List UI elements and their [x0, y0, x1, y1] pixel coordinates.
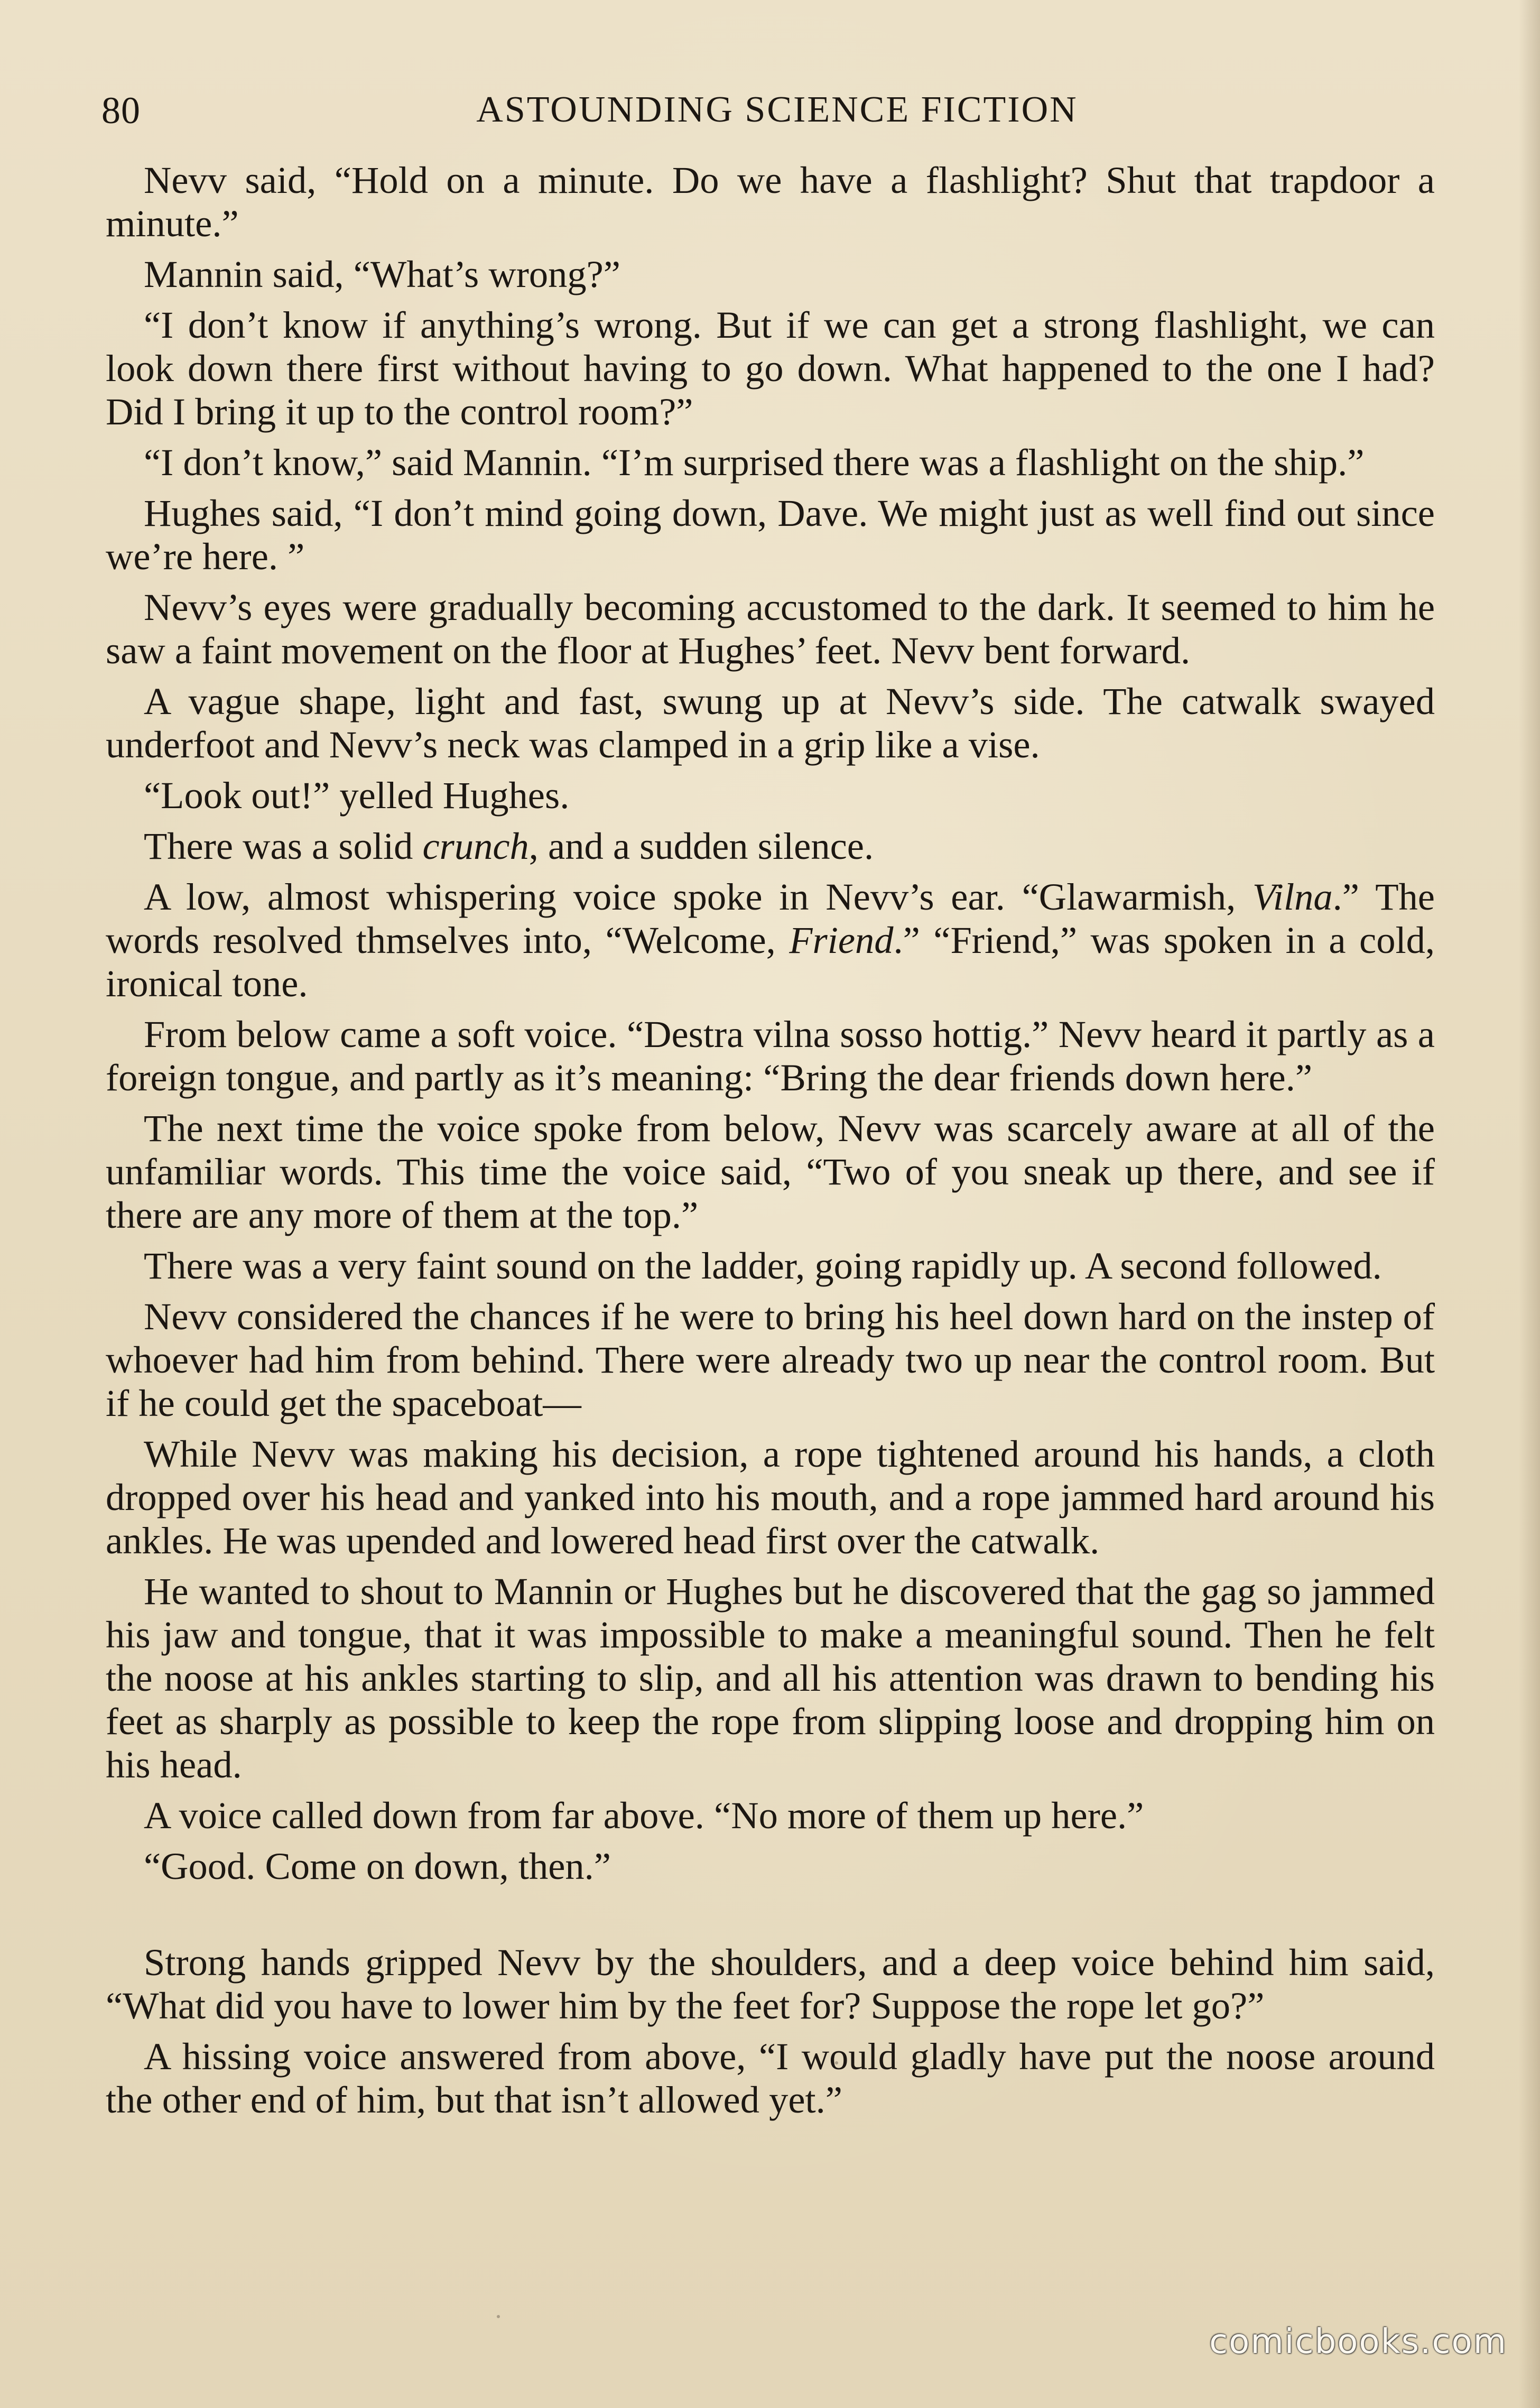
- paragraph: Hughes said, “I don’t mind going down, Dave. We might just as well find out since we’re here. ”: [106, 492, 1435, 578]
- italic-word: Vilna: [1252, 875, 1333, 918]
- paragraph: While Nevv was making his decision, a rope tightened around his hands, a cloth dropped over his head and yanked into his mouth, and a rope jammed hard around his ankles. He was upended and lowered head first over the catwalk.: [106, 1432, 1435, 1562]
- paragraph-text: There was a solid: [144, 825, 423, 867]
- paragraph: A vague shape, light and fast, swung up at Nevv’s side. The catwalk swayed underfoot and Nevv’s neck was clamped in a grip like a vise.: [106, 680, 1435, 766]
- paragraph: The next time the voice spoke from below, Nevv was scarcely aware at all of the unfamiliar words. This time the voice said, “Two of you sneak up there, and see if there are any more of them at the top.”: [106, 1107, 1435, 1236]
- page-header: [101, 89, 1432, 136]
- paragraph: Strong hands gripped Nevv by the shoulders, and a deep voice behind him said, “What did you have to lower him by the feet for? Suppose the rope let go?”: [106, 1941, 1435, 2027]
- running-head: ASTOUNDING SCIENCE FICTION: [476, 89, 1078, 130]
- paragraph: Nevv considered the chances if he were to bring his heel down hard on the instep of whoever had him from behind. There were already two up near the control room. But if he could get the spaceboat—: [106, 1295, 1435, 1424]
- paragraph: [106, 825, 1435, 868]
- story-text: [106, 159, 1435, 2129]
- paragraph: Nevv said, “Hold on a minute. Do we have a flashlight? Shut that trapdoor a minute.”: [106, 159, 1435, 245]
- paragraph: A hissing voice answered from above, “I would gladly have put the noose around the other end of him, but that isn’t allowed yet.”: [106, 2035, 1435, 2121]
- paper-speck: [835, 2061, 838, 2064]
- paragraph: Mannin said, “What’s wrong?”: [144, 253, 620, 295]
- paragraph: “Good. Come on down, then.”: [144, 1845, 611, 1887]
- watermark: comicbooks.com: [1209, 2322, 1507, 2361]
- page-number: 80: [101, 89, 141, 132]
- paragraph: [106, 875, 1435, 1005]
- paper-speck: [497, 2315, 500, 2318]
- paragraph: “Look out!” yelled Hughes.: [144, 774, 570, 817]
- paragraph: “I don’t know,” said Mannin. “I’m surprised there was a flashlight on the ship.”: [144, 441, 1365, 484]
- paragraph: He wanted to shout to Mannin or Hughes but he discovered that the gag so jammed his jaw and tongue, that it was impossible to make a meaningful sound. Then he felt the noose at his ankles starting to slip, and all his attention was drawn to bending his feet as sharply as possible to keep the rope from slipping loose and dropping him on his head.: [106, 1570, 1435, 1786]
- paragraph-text: , and a sudden silence.: [528, 825, 874, 867]
- italic-word: Friend: [789, 919, 894, 961]
- paragraph-text: A low, almost whispering voice spoke in Nevv’s ear. “Glawarmish,: [144, 875, 1253, 918]
- italic-word: crunch: [422, 825, 529, 867]
- paragraph: A voice called down from far above. “No more of them up here.”: [144, 1794, 1144, 1837]
- paragraph-text: .” The words resolved thmselves into, “Welcome,: [106, 875, 1435, 961]
- paragraph: Nevv’s eyes were gradually becoming accustomed to the dark. It seemed to him he saw a faint movement on the floor at Hughes’ feet. Nevv bent forward.: [106, 586, 1435, 672]
- paragraph: There was a very faint sound on the ladder, going rapidly up. A second followed.: [144, 1244, 1382, 1287]
- paragraph-text: .” “Friend,” was spoken in a cold, ironical tone.: [106, 919, 1435, 1005]
- paragraph: “I don’t know if anything’s wrong. But if we can get a strong flashlight, we can look down there first without having to go down. What happened to the one I had? Did I bring it up to the control room?”: [106, 303, 1435, 433]
- paragraph: From below came a soft voice. “Destra vilna sosso hottig.” Nevv heard it partly as a foreign tongue, and partly as it’s meaning: “Bring the dear friends down here.”: [106, 1013, 1435, 1099]
